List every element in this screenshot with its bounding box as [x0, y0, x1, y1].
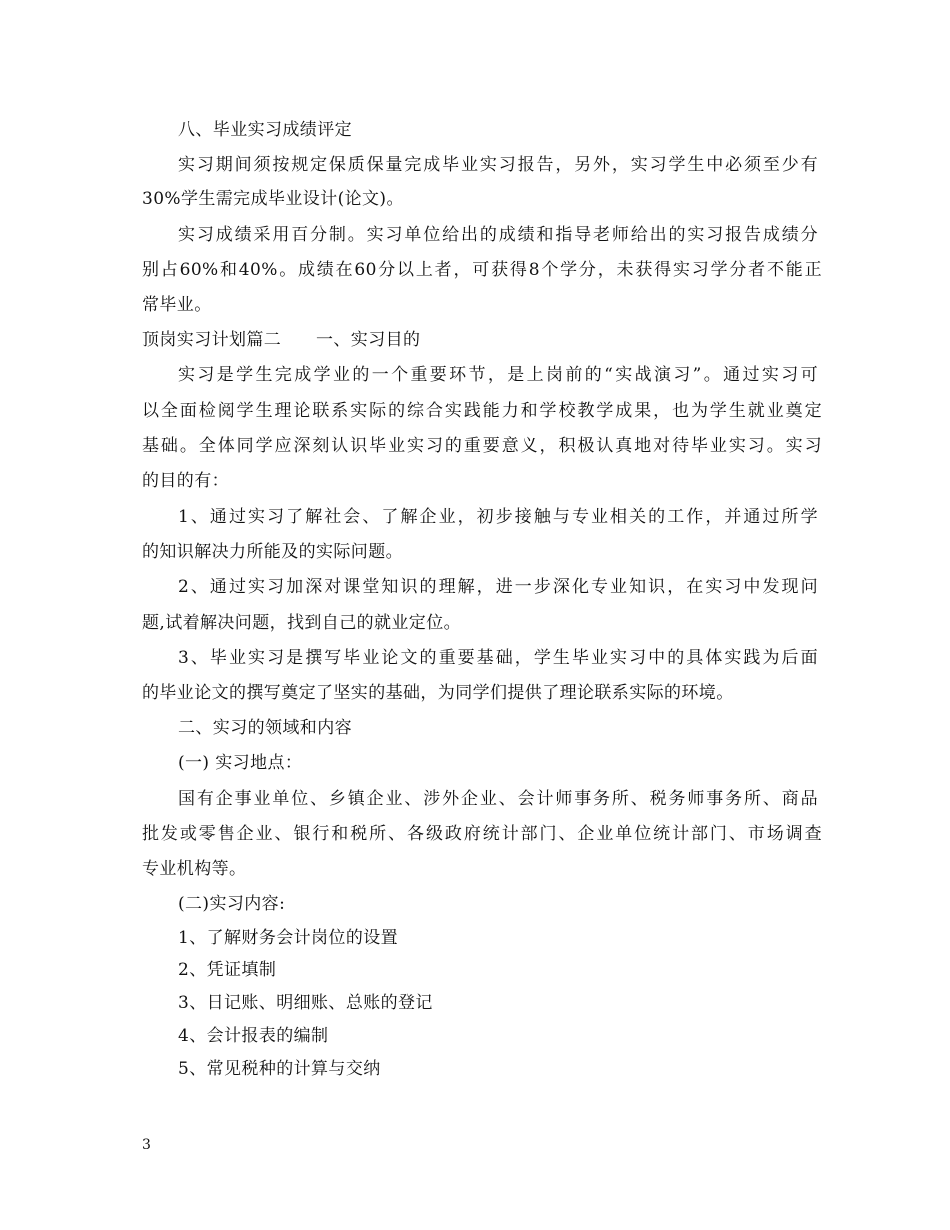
section-heading: 二、实习的领域和内容 — [178, 718, 352, 738]
list-item-line: 1、通过实习了解社会、了解企业，初步接触与专业相关的工作，并通过所学 — [178, 507, 818, 527]
list-item-line: 2、通过实习加深对课堂知识的理解，进一步深化专业知识，在实习中发现问 — [178, 577, 818, 597]
section-heading-8: 八、毕业实习成绩评定 — [178, 120, 352, 140]
subsection-heading: (一) 实习地点： — [178, 753, 303, 773]
paragraph-line: 的目的有： — [142, 471, 229, 491]
list-item: 4、会计报表的编制 — [178, 1026, 329, 1046]
subsection-heading: (二)实习内容: — [178, 894, 286, 914]
list-item: 5、常见税种的计算与交纳 — [178, 1059, 381, 1079]
paragraph-line: 专业机构等。 — [142, 859, 247, 879]
list-item-line: 的知识解决力所能及的实际问题。 — [142, 542, 403, 562]
paragraph-line: 别占60%和40%。成绩在60分以上者，可获得8个学分，未获得实习学分者不能正 — [142, 260, 822, 280]
section-heading-part2: 顶岗实习计划篇二 一、实习目的 — [142, 330, 421, 350]
paragraph-line: 实习成绩采用百分制。实习单位给出的成绩和指导老师给出的实习报告成绩分 — [178, 225, 818, 245]
paragraph-line: 30%学生需完成毕业设计(论文)。 — [142, 189, 404, 209]
list-item: 3、日记账、明细账、总账的登记 — [178, 993, 433, 1013]
page-number: 3 — [142, 1137, 151, 1153]
paragraph-line: 常毕业。 — [142, 295, 212, 315]
list-item: 2、凭证填制 — [178, 960, 277, 980]
paragraph-line: 国有企事业单位、乡镇企业、涉外企业、会计师事务所、税务师事务所、商品 — [178, 789, 818, 809]
list-item-line: 题,试着解决问题，找到自己的就业定位。 — [142, 613, 462, 633]
paragraph-line: 以全面检阅学生理论联系实际的综合实践能力和学校教学成果，也为学生就业奠定 — [142, 401, 822, 421]
list-item: 1、了解财务会计岗位的设置 — [178, 928, 399, 948]
list-item-line: 3、毕业实习是撰写毕业论文的重要基础，学生毕业实习中的具体实践为后面 — [178, 648, 818, 668]
list-item-line: 的毕业论文的撰写奠定了坚实的基础，为同学们提供了理论联系实际的环境。 — [142, 683, 734, 703]
paragraph-line: 实习是学生完成学业的一个重要环节，是上岗前的“实战演习”。通过实习可 — [178, 365, 818, 385]
paragraph-line: 实习期间须按规定保质保量完成毕业实习报告，另外，实习学生中必须至少有 — [178, 155, 818, 175]
paragraph-line: 批发或零售企业、银行和税所、各级政府统计部门、企业单位统计部门、市场调查 — [142, 824, 822, 844]
paragraph-line: 基础。全体同学应深刻认识毕业实习的重要意义，积极认真地对待毕业实习。实习 — [142, 436, 822, 456]
